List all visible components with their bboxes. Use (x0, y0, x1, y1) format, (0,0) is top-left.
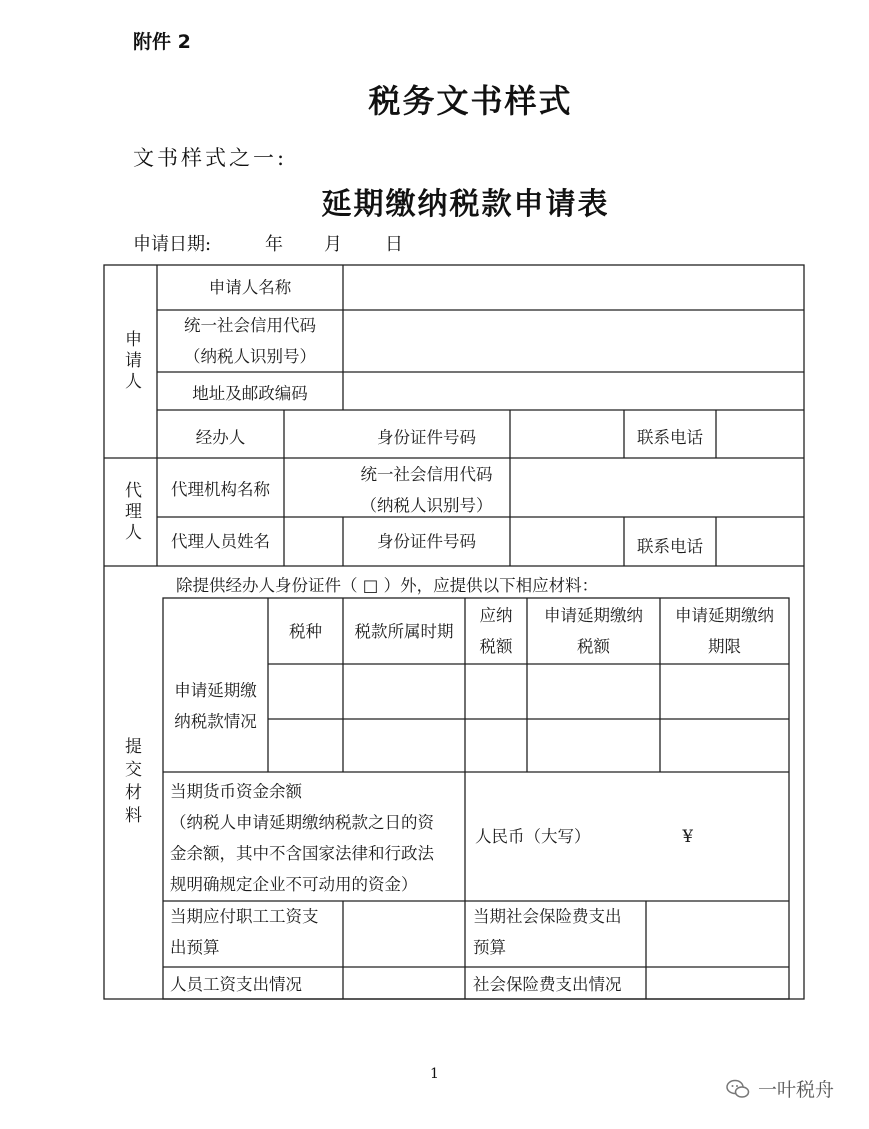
social-budget-line2: 预算 (473, 938, 506, 957)
date-label: 申请日期: (133, 234, 212, 255)
page-number: 1 (430, 1066, 439, 1082)
document-sample-label: 文书样式之一: (133, 146, 288, 170)
watermark (726, 1075, 834, 1102)
agent-org-name-value[interactable] (284, 458, 343, 517)
wage-budget-line2: 出预算 (170, 938, 220, 957)
column-payable-line2: 税额 (479, 637, 513, 656)
attachment-label: 附件 2 (133, 31, 191, 53)
applicant-name-value[interactable] (343, 265, 804, 310)
deferred-row-1[interactable] (268, 664, 789, 719)
wage-actual-label: 人员工资支出情况 (170, 974, 302, 994)
materials-section-text: 提交材料 (121, 736, 141, 829)
watermark-text: 一叶税舟 (758, 1079, 835, 1101)
date-day: 日 (385, 234, 403, 255)
social-actual-label: 社会保险费支出情况 (473, 974, 622, 994)
cash-balance-label (170, 776, 465, 900)
column-deferred-amount-line2: 税额 (577, 637, 610, 656)
agent-phone-label: 联系电话 (637, 537, 703, 556)
materials-section-label (104, 566, 157, 999)
social-budget-label (473, 901, 646, 967)
wage-budget-line1: 当期应付职工工资支 (170, 907, 319, 926)
agent-phone-value[interactable] (716, 517, 804, 566)
applicant-credit-code-line2: （纳税人识别号） (184, 347, 316, 366)
agent-section-text: 代理人 (121, 480, 141, 544)
column-tax-type: 税种 (289, 622, 322, 641)
agent-person-name-label: 代理人员姓名 (171, 532, 270, 551)
rmb-amount-field[interactable] (475, 772, 775, 901)
agent-credit-code-line2: （纳税人识别号） (360, 495, 493, 515)
applicant-id-label: 身份证件号码 (377, 427, 476, 447)
agent-section-label (104, 458, 157, 566)
agent-credit-code-line1: 统一社会信用代码 (360, 464, 493, 484)
cash-balance-line2: （纳税人申请延期缴纳税款之日的资 (170, 813, 434, 832)
social-budget-line1: 当期社会保险费支出 (473, 907, 622, 926)
agent-org-name-label: 代理机构名称 (171, 480, 270, 499)
yen-symbol: ¥ (682, 827, 693, 846)
column-deferred-term-line2: 期限 (708, 637, 741, 656)
column-deferred-term (660, 598, 789, 664)
applicant-handler-value[interactable] (284, 410, 343, 458)
applicant-handler-label: 经办人 (195, 427, 246, 447)
agent-id-label: 身份证件号码 (377, 532, 476, 551)
applicant-phone-value[interactable] (716, 410, 804, 458)
document-title-text: 税务文书样式 (368, 82, 573, 120)
column-deferred-term-line1: 申请延期缴纳 (675, 606, 774, 625)
column-deferred-amount-line1: 申请延期缴纳 (544, 606, 643, 625)
agent-credit-code-value[interactable] (510, 458, 804, 517)
column-payable (465, 598, 527, 664)
applicant-name-label: 申请人名称 (208, 278, 292, 297)
applicant-credit-code-line1: 统一社会信用代码 (184, 316, 316, 335)
applicant-address-label: 地址及邮政编码 (192, 383, 308, 403)
column-period: 税款所属时期 (354, 622, 454, 641)
cash-balance-line4: 规明确规定企业不可动用的资金） (170, 875, 418, 894)
wage-budget-value[interactable] (343, 901, 465, 967)
applicant-section-label (104, 265, 157, 458)
applicant-id-value[interactable] (510, 410, 624, 458)
deferred-situation-line1: 申请延期缴 (174, 681, 257, 700)
materials-intro: 除提供经办人身份证件（ □ ）外，应提供以下相应材料： (176, 575, 599, 595)
deferred-row-2[interactable] (268, 719, 789, 772)
applicant-credit-code-label (157, 310, 343, 372)
wage-budget-label (170, 901, 343, 967)
wage-actual-value[interactable] (343, 967, 465, 999)
cash-balance-line1: 当期货币资金余额 (170, 782, 302, 801)
agent-credit-code-label (343, 458, 510, 521)
applicant-section-text: 申请人 (121, 330, 141, 393)
applicant-phone-label: 联系电话 (637, 427, 703, 447)
column-payable-line1: 应纳 (479, 606, 513, 625)
agent-id-value[interactable] (510, 517, 624, 566)
applicant-credit-code-value[interactable] (343, 310, 804, 372)
rmb-label: 人民币（大写） (475, 827, 591, 846)
deferred-situation-line2: 纳税款情况 (174, 712, 257, 731)
cash-balance-line3: 金余额，其中不含国家法律和行政法 (170, 844, 434, 863)
applicant-address-value[interactable] (343, 372, 804, 410)
deferred-situation-label (163, 664, 268, 748)
date-month: 月 (324, 234, 342, 255)
social-budget-value[interactable] (646, 901, 789, 967)
date-year: 年 (265, 234, 283, 255)
form-title-text: 延期缴纳税款申请表 (321, 187, 610, 222)
column-deferred-amount (527, 598, 660, 664)
social-actual-value[interactable] (646, 967, 789, 999)
agent-person-name-value[interactable] (284, 517, 343, 566)
wechat-icon (726, 1078, 750, 1100)
